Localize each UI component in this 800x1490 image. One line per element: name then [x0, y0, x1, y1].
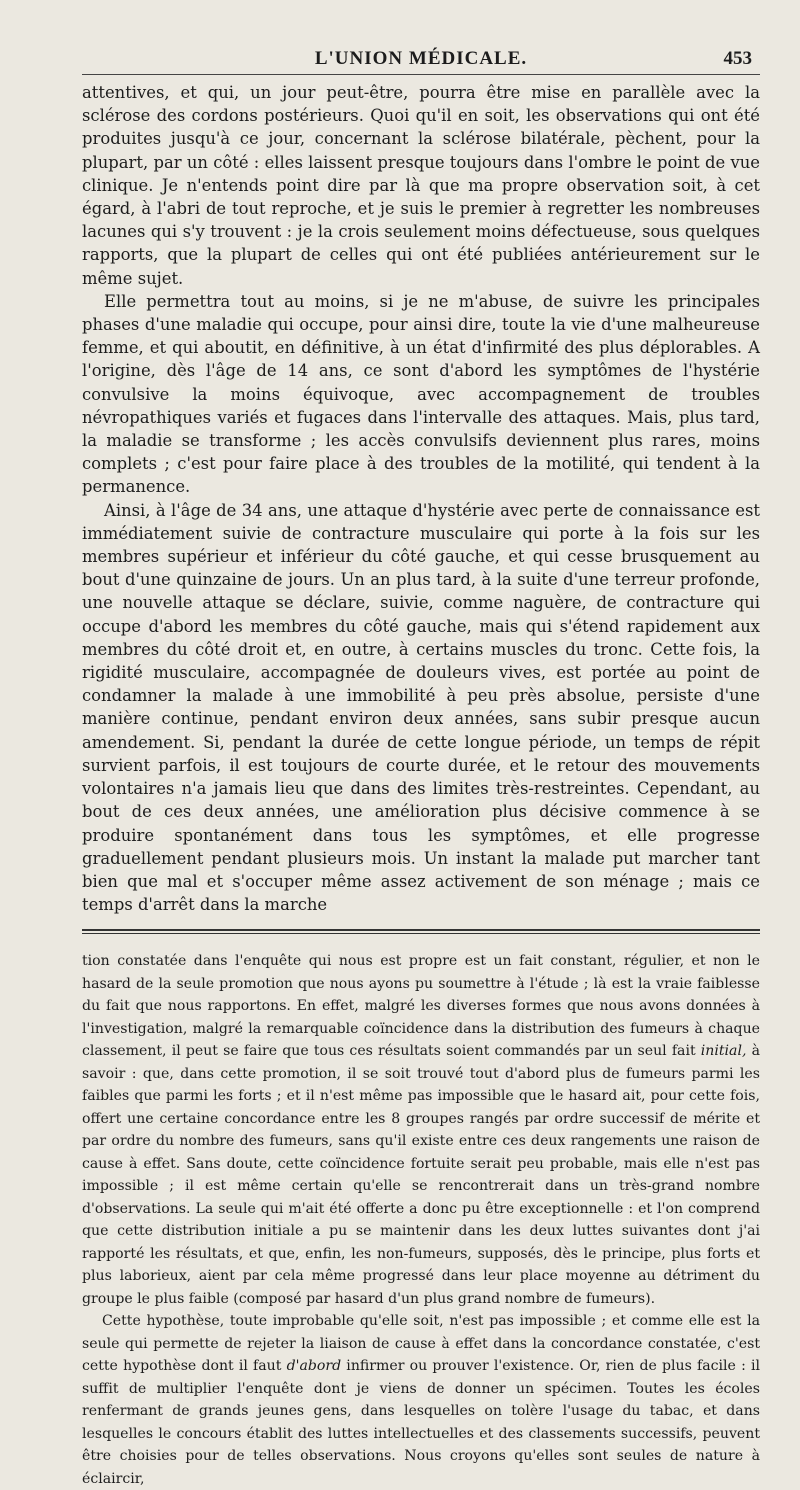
footnote-1-text-b: à savoir : que, dans cette promotion, il se soit trouvé tout d'abord plus de fumeurs parmi les faibles que parmi les forts ; et il n'est même pas impossible que le hasard ait, pour cette fois, offert une certaine concordance entre les 8 groupes rangés par ordre successif de mérite et par ordre du nombre des fumeurs, sans qu'il existe entre ces deux rangements une raison de cause à effet. Sans doute, cette coïncidence fortuite serait peu probable, mais elle n'est pas impossible ; il est même certain qu'elle se rencontrerait dans un très-grand nombre d'observations. La seule qui m'ait été offerte a donc pu être exceptionnelle : et l'on comprend que cette distribution initiale a pu se maintenir dans les deux luttes suivantes dont j'ai rapporté les résultats, et que, enfin, les non-fumeurs, supposés, dès le principe, plus forts et plus laborieux, aient par cela même progressé dans leur place moyenne au détriment du groupe le plus faible (composé par hasard d'un plus grand nombre de fumeurs). [82, 1043, 760, 1307]
footnote-2-text-b: infirmer ou prouver l'existence. Or, rien de plus facile : il suffit de multiplier l'enquête dont je viens de donner un spécimen. Toutes les écoles renfermant de grands jeunes gens, dans lesquelles on tolère l'usage du tabac, et dans lesquelles le concours établit des luttes intellectuelles et des classements successifs, peuvent être choisies pour de telles observations. Nous croyons qu'elles sont seules de nature à éclaircir, [82, 1358, 760, 1487]
main-paragraph-3: Ainsi, à l'âge de 34 ans, une attaque d'hystérie avec perte de connaissance est immédiatement suivie de contracture musculaire qui porte à la fois sur les membres supérieur et inférieur du côté gauche, et qui cesse brusquement au bout d'une quinzaine de jours. Un an plus tard, à la suite d'une terreur profonde, une nouvelle attaque se déclare, suivie, comme naguère, de contracture qui occupe d'abord les membres du côté gauche, mais qui s'étend rapidement aux membres du côté droit et, en outre, à certains muscles du tronc. Cette fois, la rigidité musculaire, accompagnée de douleurs vives, est portée au point de condamner la malade à une immobilité à peu près absolue, persiste d'une manière continue, pendant environ deux années, sans subir presque aucun amendement. Si, pendant la durée de cette longue période, un temps de répit survient parfois, il est toujours de courte durée, et le retour des mouvements volontaires n'a jamais lieu que dans des limites très-restreintes. Cependant, au bout de ces deux années, une amélioration plus décisive commence à se produire spontanément dans tous les symptômes, et elle progresse graduellement pendant plusieurs mois. Un instant la malade put marcher tant bien que mal et s'occuper même assez activement de son ménage ; mais ce temps d'arrêt dans la marche [82, 500, 760, 915]
footnote-text [82, 950, 760, 1490]
main-text [82, 81, 760, 916]
footnote-2-text-a: Cette hypothèse, toute improbable qu'elle soit, n'est pas impossible ; et comme elle est la seule qui permette de rejeter la liaison de cause à effet dans la concordance constatée, c'est cette hypothèse dont il faut [82, 1313, 760, 1375]
page-header [82, 40, 760, 75]
footnote-paragraph-2 [82, 1310, 760, 1490]
footnote-paragraph-1 [82, 950, 760, 1310]
main-paragraph-2: Elle permettra tout au moins, si je ne m'abuse, de suivre les principales phases d'une maladie qui occupe, pour ainsi dire, toute la vie d'une malheureuse femme, et qui aboutit, en définitive, à un état d'infirmité des plus déplorables. A l'origine, dès l'âge de 14 ans, ce sont d'abord les symptômes de l'hystérie convulsive la moins équivoque, avec accompagnement de troubles névropathiques variés et fugaces dans l'intervalle des attaques. Mais, plus tard, la maladie se transforme ; les accès convulsifs deviennent plus rares, moins complets ; c'est pour faire place à des troubles de la motilité, qui tendent à la permanence. [82, 291, 760, 497]
page-number: 453 [723, 48, 752, 69]
main-paragraph-1: attentives, et qui, un jour peut-être, pourra être mise en parallèle avec la sclérose des cordons postérieurs. Quoi qu'il en soit, les observations qui ont été produites jusqu'à ce jour, concernant la sclérose bilatérale, pèchent, pour la plupart, par un côté : elles laissent presque toujours dans l'ombre le point de vue clinique. Je n'entends point dire par là que ma propre observation soit, à cet égard, à l'abri de tout reproche, et je suis le premier à regretter les nombreuses lacunes qui s'y trouvent : je la crois seulement moins défectueuse, sous quelques rapports, que la plupart de celles qui ont été publiées antérieurement sur le même sujet. [82, 83, 760, 288]
footnote-1-italic: initial, [700, 1043, 747, 1060]
footnote-2-italic: d'abord [286, 1358, 342, 1375]
running-title: L'UNION MÉDICALE. [314, 48, 528, 69]
footnote-1-text-a: tion constatée dans l'enquête qui nous est propre est un fait constant, régulier, et non le hasard de la seule promotion que nous ayons pu soumettre à l'étude ; là est la vraie faiblesse du fait que nous rapportons. En effet, malgré les diverses formes que nous avons données à l'investigation, malgré la remarquable coïncidence dans la distribution des fumeurs à chaque classement, il peut se faire que tous ces résultats soient commandés par un seul fait [82, 953, 760, 1060]
footnote-separator [82, 929, 760, 934]
